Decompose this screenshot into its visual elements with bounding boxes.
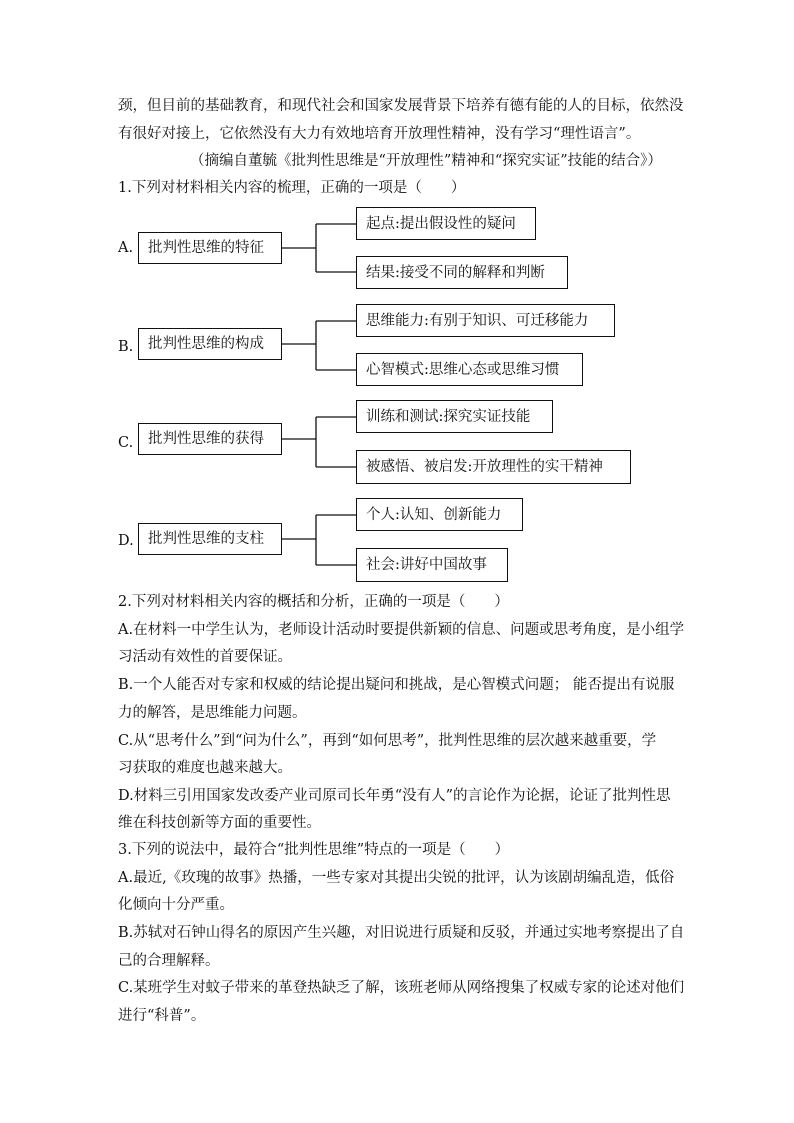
option-b-bottom-box: 心智模式:思维心态或思维习惯 [356,353,583,386]
q2-option-a-line-1: A.在材料一中学生认为，老师设计活动时要提供新颖的信息、问题或思考角度，是小组学 [118,622,685,638]
option-b-main-box: 批判性思维的构成 [138,328,282,360]
q3-option-b-line-2: 己的合理解释。 [118,953,220,969]
question-1-stem: 1.下列对材料相关内容的梳理，正确的一项是（ ） [118,180,466,196]
q2-option-d-line-1: D.材料三引用国家发改委产业司原司长年勇“没有人”的言论作为论据，论证了批判性思 [118,788,671,804]
option-d-main-box: 批判性思维的支柱 [138,523,282,555]
option-d-label: D. [118,533,134,549]
option-b-top-box: 思维能力:有别于知识、可迁移能力 [356,304,615,337]
intro-line-1: 颈，但目前的基础教育，和现代社会和国家发展背景下培养有德有能的人的目标，依然没 [118,98,684,114]
q3-option-a-line-1: A.最近,《玫瑰的故事》热播，一些专家对其提出尖锐的批评，认为该剧胡编乱造，低俗 [118,870,675,886]
q2-option-b-line-1: B.一个人能否对专家和权威的结论提出疑问和挑战，是心智模式问题； 能否提出有说服 [118,677,675,693]
q2-option-c-line-2: 习获取的难度也越来越大。 [118,760,292,776]
source-citation: （摘编自董毓《批判性思维是“开放理性”精神和“探究实证”技能的结合》） [190,153,662,169]
option-a-top-box: 起点:提出假设性的疑问 [356,207,536,240]
q2-option-b-line-2: 力的解答，是思维能力问题。 [118,705,307,721]
q3-option-b-line-1: B.苏轼对石钟山得名的原因产生兴趣，对旧说进行质疑和反驳，并通过实地考察提出了自 [118,925,685,941]
option-c-top-box: 训练和测试:探究实证技能 [356,400,553,433]
q3-option-c-line-1: C.某班学生对蚊子带来的革登热缺乏了解，该班老师从网络搜集了权威专家的论述对他们 [118,980,685,996]
intro-line-2: 有很好对接上，它依然没有大力有效地培育开放理性精神，没有学习“理性语言”。 [118,126,641,142]
option-a-label: A. [118,240,134,256]
question-3-stem: 3.下列的说法中，最符合“批判性思维”特点的一项是（ ） [118,842,510,858]
q2-option-d-line-2: 维在科技创新等方面的重要性。 [118,815,321,831]
q3-option-a-line-2: 化倾向十分严重。 [118,897,234,913]
q2-option-c-line-1: C.从“思考什么”到“问为什么”，再到“如何思考”，批判性思维的层次越来越重要，学 [118,733,657,749]
option-c-main-box: 批判性思维的获得 [138,423,282,455]
option-c-label: C. [118,435,134,451]
option-a-main-box: 批判性思维的特征 [138,232,282,264]
option-d-top-box: 个人:认知、创新能力 [356,498,523,531]
q2-option-a-line-2: 习活动有效性的首要保证。 [118,649,292,665]
option-d-bottom-box: 社会:讲好中国故事 [356,548,508,582]
option-c-bottom-box: 被感悟、被启发:开放理性的实干精神 [356,450,631,484]
q3-option-c-line-2: 进行“科普”。 [118,1008,206,1024]
option-a-bottom-box: 结果:接受不同的解释和判断 [356,256,568,289]
option-b-label: B. [118,339,134,355]
question-2-stem: 2.下列对材料相关内容的概括和分析，正确的一项是（ ） [118,594,509,610]
